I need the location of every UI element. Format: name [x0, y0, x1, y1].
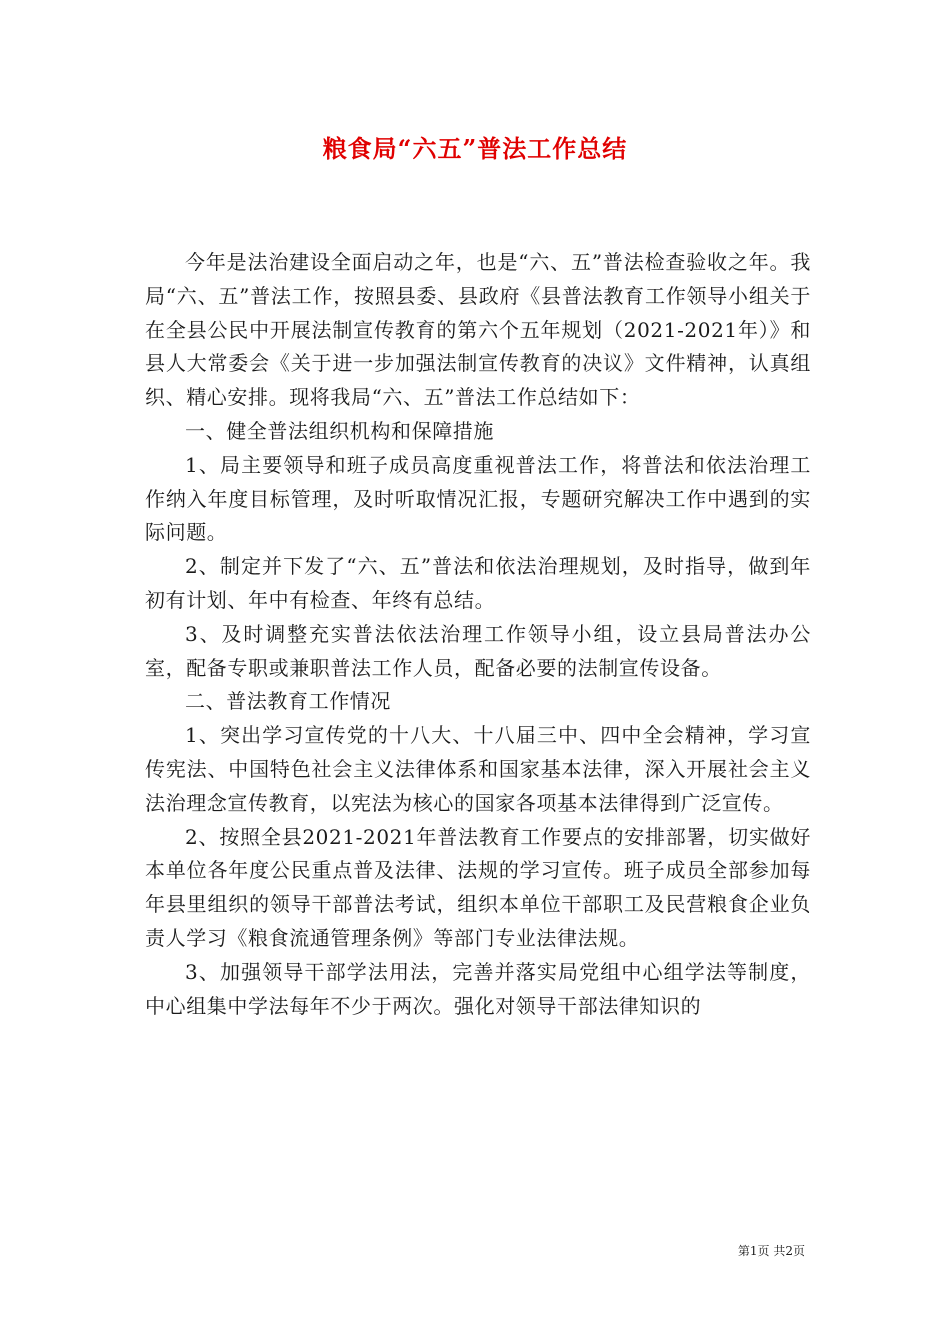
paragraph-1-3: 3、及时调整充实普法依法治理工作领导小组，设立县局普法办公室，配备专职或兼职普法工作人员，配备必要的法制宣传设备。 — [145, 621, 811, 680]
paragraph-intro: 今年是法治建设全面启动之年，也是“六、五”普法检查验收之年。我局“六、五”普法工作，按照县委、县政府《县普法教育工作领导小组关于在全县公民中开展法制宣传教育的第六个五年规划（2021-2021年）》和县人大常委会《关于进一步加强法制宣传教育的决议》文件精神，认真组织、精心安排。现将我局“六、五”普法工作总结如下： — [145, 250, 811, 410]
paragraph-1-1: 1、局主要领导和班子成员高度重视普法工作，将普法和依法治理工作纳入年度目标管理，及时听取情况汇报，专题研究解决工作中遇到的实际问题。 — [145, 452, 811, 545]
document-body — [145, 246, 811, 1023]
paragraph-2-1: 1、突出学习宣传党的十八大、十八届三中、四中全会精神，学习宣传宪法、中国特色社会主义法律体系和国家基本法律，深入开展社会主义法治理念宣传教育，以宪法为核心的国家各项基本法律得到广泛宣传。 — [145, 723, 811, 815]
paragraph-1-2: 2、制定并下发了“六、五”普法和依法治理规划，及时指导，做到年初有计划、年中有检查、年终有总结。 — [145, 554, 811, 612]
page-number-footer: 第1页 共2页 — [737, 1244, 805, 1258]
paragraph-2-3: 3、加强领导干部学法用法，完善并落实局党组中心组学法等制度，中心组集中学法每年不少于两次。强化对领导干部法律知识的 — [145, 959, 811, 1018]
section-heading-2: 二、普法教育工作情况 — [185, 689, 391, 714]
document-title: 粮食局“六五”普法工作总结 — [322, 134, 628, 163]
paragraph-2-2: 2、按照全县2021-2021年普法教育工作要点的安排部署，切实做好本单位各年度公民重点普及法律、法规的学习宣传。班子成员全部参加每年县里组织的领导干部普法考试，组织本单位干部职工及民营粮食企业负责人学习《粮食流通管理条例》等部门专业法律法规。 — [145, 824, 811, 950]
section-heading-1: 一、健全普法组织机构和保障措施 — [185, 418, 494, 443]
